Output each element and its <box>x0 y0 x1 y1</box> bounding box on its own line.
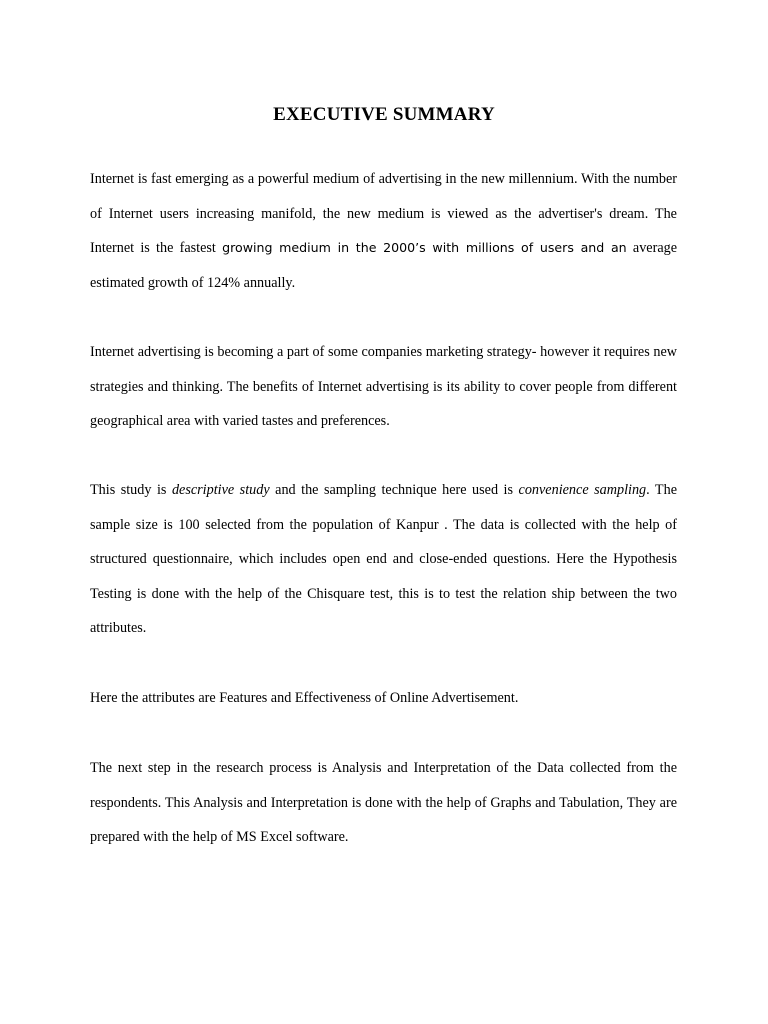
paragraph-attributes: Here the attributes are Features and Effectiveness of Online Advertisement. <box>90 690 519 706</box>
page-title: EXECUTIVE SUMMARY <box>273 103 495 125</box>
paragraph-study-method <box>90 473 677 646</box>
paragraph-internet-advertising: Internet advertising is becoming a part of some companies marketing strategy- however it requires new strategies and thinking. The benefits of Internet advertising is its ability to cover people from different geographical area with varied tastes and preferences. <box>90 344 677 430</box>
paragraph-text: . The sample size is 100 selected from the population of Kanpur . The data is collected with the help of structured questionnaire, which includes open end and close-ended questions. Here the Hypothesis Testing is done with the help of the Chisquare test, this is to test the relation ship between the two attributes. <box>90 482 677 637</box>
paragraph-text-sans-run: growing medium in the 2000’s with millions of users and an <box>222 240 627 256</box>
paragraph-analysis: The next step in the research process is Analysis and Interpretation of the Data collected from the respondents. This Analysis and Interpretation is done with the help of Graphs and Tabulation, They are prepared with the help of MS Excel software. <box>90 760 677 846</box>
paragraph-text: Internet is fast emerging as a powerful medium of advertising in the new millennium. With the number of Internet users increasing manifold, the new medium is viewed as the advertiser's dream. The Internet is the fastest <box>90 171 677 257</box>
paragraph-text: average estimated growth of 124% annually. <box>90 240 678 291</box>
italic-term-descriptive-study: descriptive study <box>171 482 270 498</box>
italic-term-convenience-sampling: convenience sampling <box>518 482 647 498</box>
paragraph-text: and the sampling technique here used is <box>269 482 519 498</box>
paragraph-text: This study is <box>90 482 172 498</box>
paragraph-internet-growth <box>90 162 677 300</box>
